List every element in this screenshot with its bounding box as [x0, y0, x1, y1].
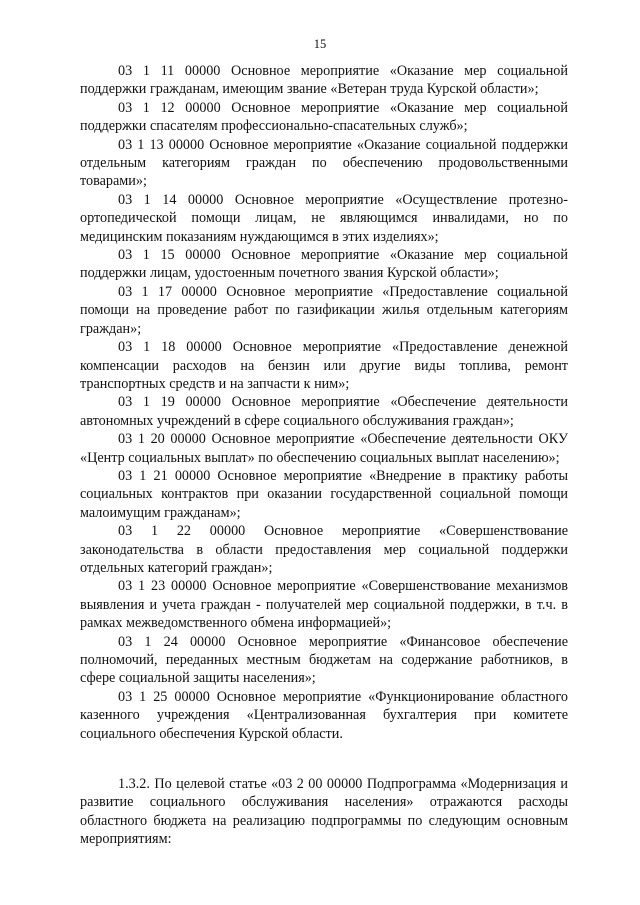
paragraph: 03 1 13 00000 Основное мероприятие «Оказание социальной поддержки отдельным категориям граждан по обеспечению продовольственными товарами»;	[80, 136, 568, 190]
section-paragraph: 1.3.2. По целевой статье «03 2 00 00000 Подпрограмма «Модернизация и развитие социального обслуживания населения» отражаются расходы областного бюджета на реализацию подпрограммы по следующим основным мероприятиям:	[80, 776, 568, 848]
paragraph: 03 1 24 00000 Основное мероприятие «Финансовое обеспечение полномочий, переданных местным бюджетам на содержание работников, в сфере социальной защиты населения»;	[80, 633, 568, 687]
paragraph: 03 1 15 00000 Основное мероприятие «Оказание мер социальной поддержки лицам, удостоенным почетного звания Курской области»;	[80, 247, 568, 282]
paragraph: 03 1 14 00000 Основное мероприятие «Осуществление протезно-ортопедической помощи лицам, не являющимся инвалидами, но по медицинским показаниям нуждающимся в этих изделиях»;	[80, 191, 568, 245]
document-body	[80, 62, 568, 849]
paragraph: 03 1 23 00000 Основное мероприятие «Совершенствование механизмов выявления и учета граждан - получателей мер социальной поддержки, в т.ч. в рамках межведомственного обмена информацией»;	[80, 578, 568, 632]
paragraph: 03 1 12 00000 Основное мероприятие «Оказание мер социальной поддержки спасателям профессионально-спасательных служб»;	[80, 99, 568, 135]
paragraph: 03 1 20 00000 Основное мероприятие «Обеспечение деятельности ОКУ «Центр социальных выплат» по обеспечению социальных выплат населению»;	[80, 431, 568, 466]
paragraph: 03 1 18 00000 Основное мероприятие «Предоставление денежной компенсации расходов на бензин или другие виды топлива, ремонт транспортных средств и на запчасти к ним»;	[80, 339, 568, 392]
paragraph: 03 1 19 00000 Основное мероприятие «Обеспечение деятельности автономных учреждений в сфере социального обслуживания граждан»;	[80, 394, 568, 429]
paragraph: 03 1 25 00000 Основное мероприятие «Функционирование областного казенного учреждения «Централизованная бухгалтерия при комитете социального обеспечения Курской области.	[80, 688, 568, 742]
paragraph: 03 1 11 00000 Основное мероприятие «Оказание мер социальной поддержки гражданам, имеющим звание «Ветеран труда Курской области»;	[80, 63, 568, 98]
paragraph: 03 1 22 00000 Основное мероприятие «Совершенствование законодательства в области предоставления мер социальной поддержки отдельных категорий граждан»;	[80, 523, 568, 576]
paragraph: 03 1 21 00000 Основное мероприятие «Внедрение в практику работы социальных контрактов при оказании государственной социальной помощи малоимущим гражданам»;	[80, 467, 568, 521]
paragraph: 03 1 17 00000 Основное мероприятие «Предоставление социальной помощи на проведение работ по газификации жилья отдельным категориям граждан»;	[80, 283, 568, 337]
page-number: 15	[313, 37, 327, 51]
